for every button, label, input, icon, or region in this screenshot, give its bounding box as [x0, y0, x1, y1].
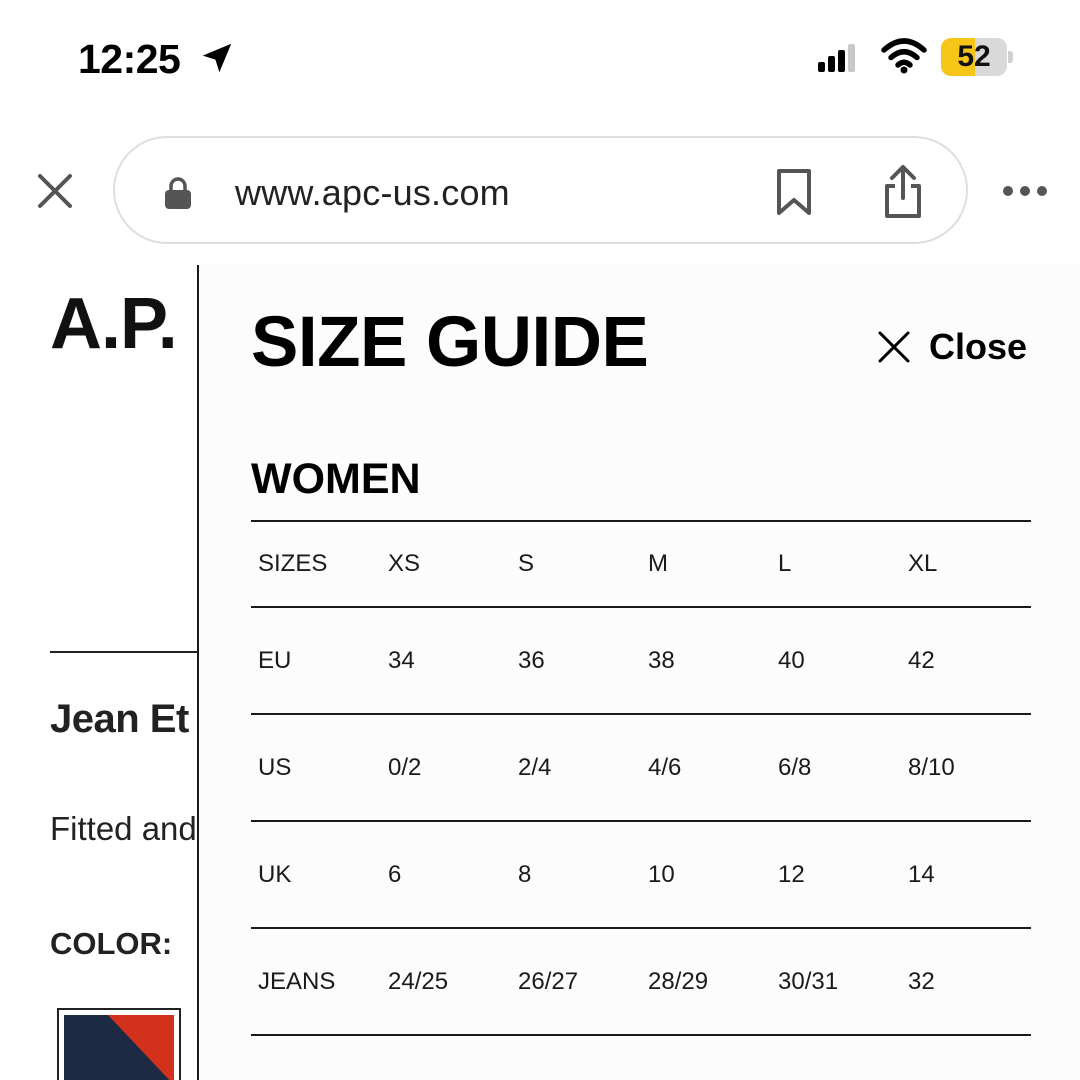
color-swatch-accent	[108, 1015, 174, 1080]
table-row	[251, 821, 1031, 928]
close-icon	[877, 330, 911, 364]
status-bar	[0, 0, 1080, 110]
location-arrow-icon	[198, 39, 236, 77]
status-time: 12:25	[78, 36, 181, 82]
table-row	[251, 607, 1031, 714]
table-cell: 36	[511, 607, 641, 714]
header-cell: XL	[901, 521, 1031, 607]
table-cell: 14	[901, 821, 1031, 928]
table-cell: 42	[901, 607, 1031, 714]
section-title: WOMEN	[251, 455, 421, 503]
color-swatch[interactable]	[57, 1008, 181, 1080]
table-cell: 4/6	[641, 714, 771, 821]
row-label: JEANS	[251, 928, 381, 1035]
size-guide-title: SIZE GUIDE	[251, 303, 649, 382]
table-header-row	[251, 521, 1031, 607]
address-bar[interactable]	[113, 136, 968, 244]
divider	[50, 651, 200, 653]
site-logo[interactable]: A.P.	[50, 284, 177, 364]
table-cell: 10	[641, 821, 771, 928]
table-cell: 8/10	[901, 714, 1031, 821]
close-button[interactable]	[877, 327, 1027, 367]
size-guide-drawer	[197, 265, 1080, 1080]
table-cell: 6/8	[771, 714, 901, 821]
header-cell: XS	[381, 521, 511, 607]
product-title: Jean Et	[50, 697, 189, 741]
color-label: COLOR:	[50, 926, 173, 961]
header-cell: M	[641, 521, 771, 607]
table-cell: 38	[641, 607, 771, 714]
header-cell: L	[771, 521, 901, 607]
table-cell: 34	[381, 607, 511, 714]
row-label: UK	[251, 821, 381, 928]
table-row	[251, 928, 1031, 1035]
header-cell: S	[511, 521, 641, 607]
lock-icon	[163, 176, 193, 210]
signal-icon	[818, 44, 858, 72]
row-label: US	[251, 714, 381, 821]
more-icon[interactable]	[1002, 183, 1048, 199]
table-cell: 40	[771, 607, 901, 714]
table-cell: 0/2	[381, 714, 511, 821]
close-label: Close	[929, 326, 1028, 367]
table-cell: 26/27	[511, 928, 641, 1035]
bookmark-icon[interactable]	[775, 168, 813, 216]
table-row	[251, 714, 1031, 821]
wifi-icon	[881, 38, 927, 74]
battery-icon	[941, 38, 1013, 76]
size-table	[251, 520, 1031, 1036]
table-cell: 12	[771, 821, 901, 928]
battery-level-label: 52	[957, 40, 991, 73]
table-cell: 24/25	[381, 928, 511, 1035]
table-cell: 30/31	[771, 928, 901, 1035]
close-icon[interactable]	[36, 172, 74, 210]
header-cell: SIZES	[251, 521, 381, 607]
battery-body	[941, 38, 1007, 76]
table-cell: 32	[901, 928, 1031, 1035]
color-swatch-fill	[64, 1015, 174, 1080]
table-cell: 28/29	[641, 928, 771, 1035]
share-icon[interactable]	[881, 164, 925, 220]
product-description: Fitted and	[50, 810, 197, 847]
table-cell: 6	[381, 821, 511, 928]
table-cell: 2/4	[511, 714, 641, 821]
table-cell: 8	[511, 821, 641, 928]
url-text[interactable]: www.apc-us.com	[235, 172, 510, 213]
row-label: EU	[251, 607, 381, 714]
battery-tip	[1008, 51, 1013, 63]
